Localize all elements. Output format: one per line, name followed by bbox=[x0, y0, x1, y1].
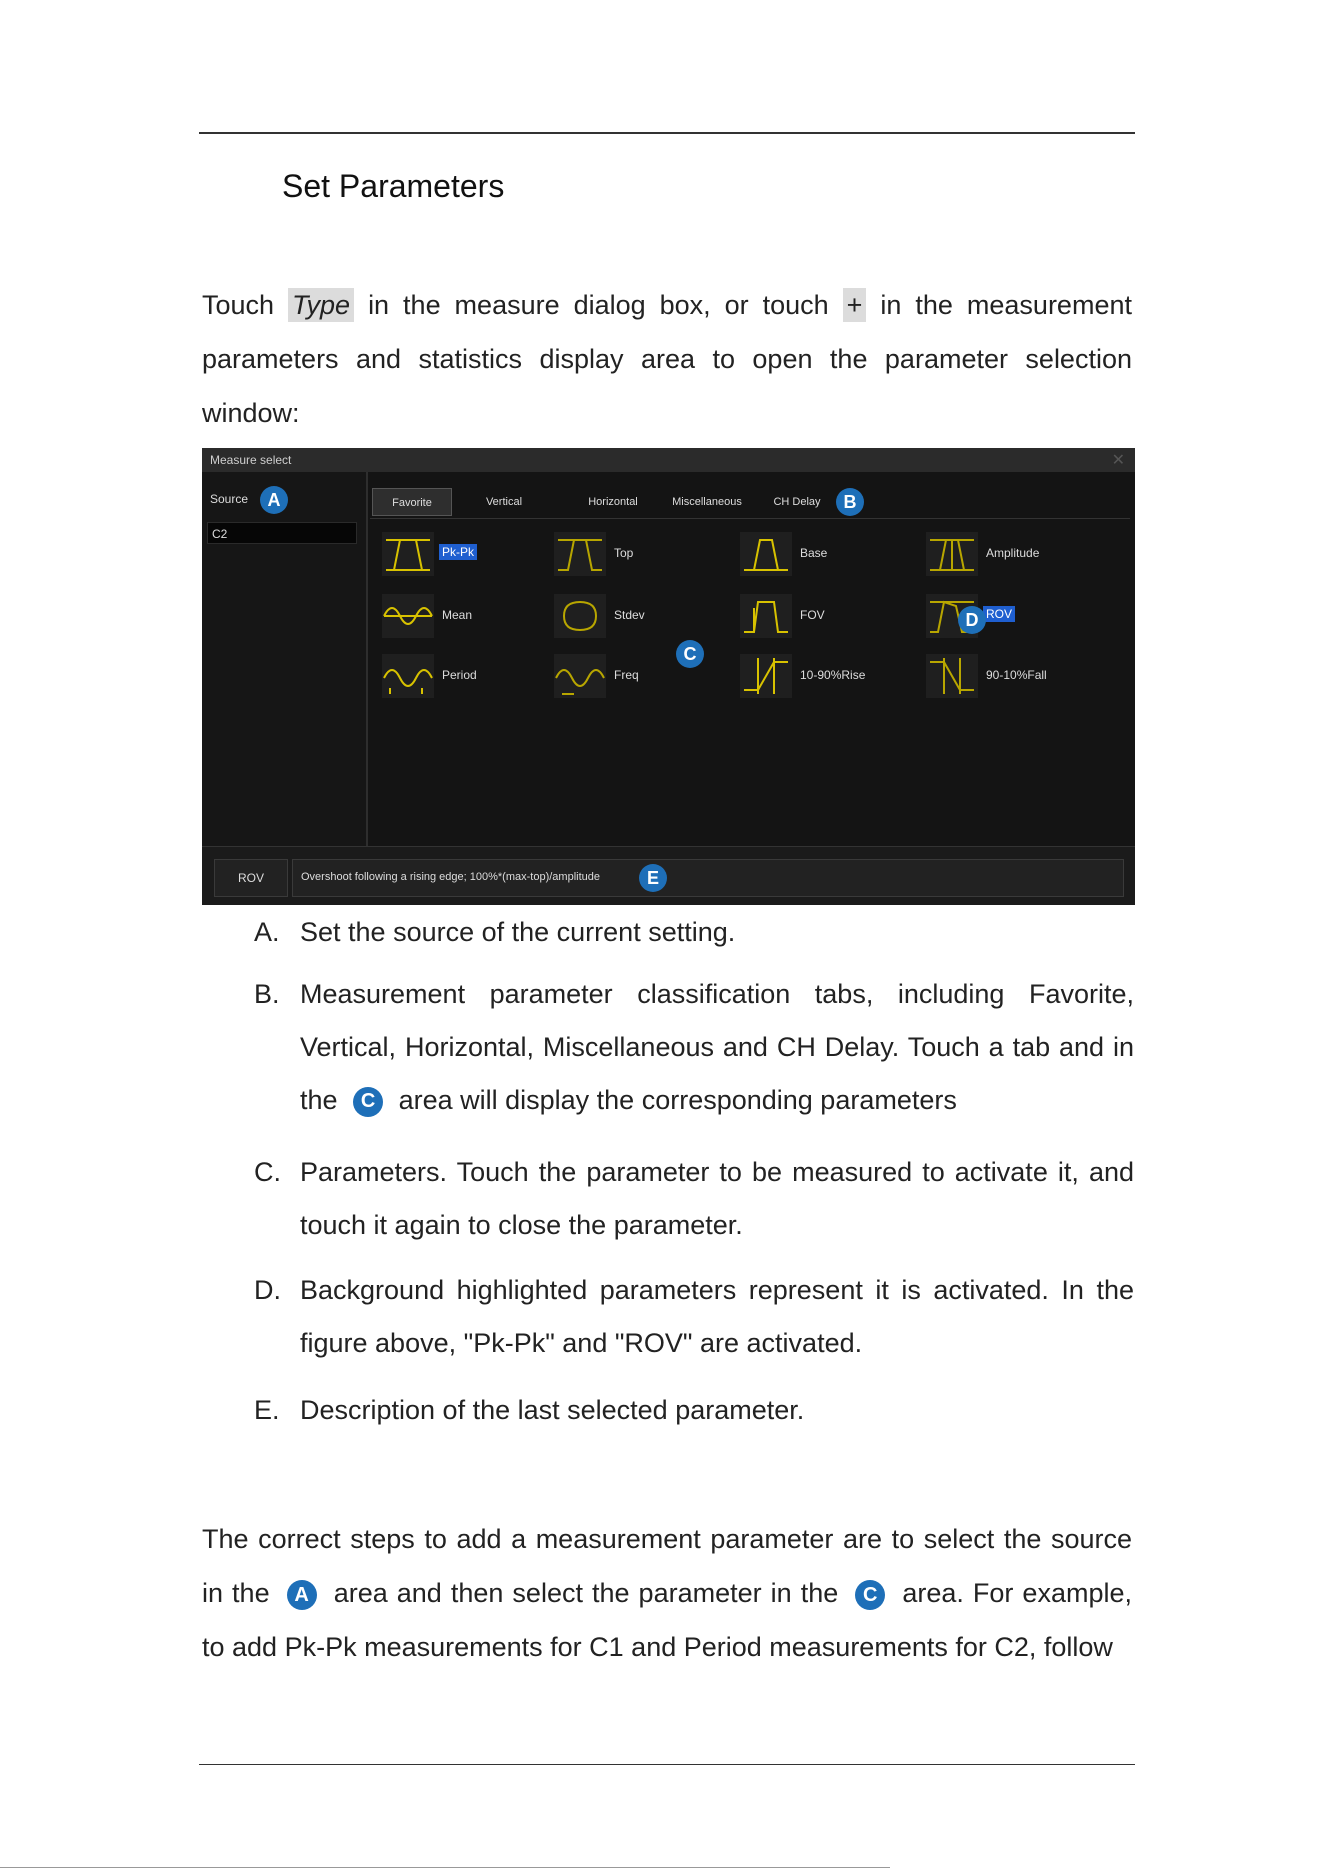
description-bar bbox=[202, 846, 1135, 905]
tab-divider bbox=[370, 518, 1130, 519]
list-text-before: Measurement parameter classification tabs, including Favorite, Vertical, Horizontal, Miscellaneous and CH Delay. Touch a tab and in the bbox=[300, 979, 1134, 1115]
tab-horizontal[interactable]: Horizontal bbox=[588, 496, 638, 508]
intro-paragraph bbox=[202, 278, 1132, 440]
list-letter: A. bbox=[254, 917, 280, 947]
badge-c: C bbox=[676, 640, 704, 668]
param-base[interactable] bbox=[740, 532, 910, 576]
list-text-after: area will display the corresponding parameters bbox=[398, 1085, 957, 1115]
stdev-waveform-icon bbox=[554, 594, 606, 638]
param-fov[interactable] bbox=[740, 594, 910, 638]
selected-param-name: ROV bbox=[214, 859, 288, 897]
param-label: Mean bbox=[442, 608, 473, 622]
param-90-10-fall[interactable] bbox=[926, 654, 1096, 698]
window-title: Measure select bbox=[210, 453, 292, 467]
param-top[interactable] bbox=[554, 532, 724, 576]
list-letter: E. bbox=[254, 1395, 280, 1425]
plus-keyword: + bbox=[843, 288, 867, 322]
param-label: 90-10%Fall bbox=[986, 668, 1047, 682]
param-description: Overshoot following a rising edge; 100%*(max-top)/amplitude bbox=[301, 871, 600, 883]
page-edge-rule bbox=[0, 1867, 890, 1868]
param-label: Period bbox=[442, 668, 477, 682]
badge-a: A bbox=[260, 486, 288, 514]
badge-d: D bbox=[958, 606, 986, 634]
close-icon[interactable]: ✕ bbox=[1111, 452, 1125, 469]
list-text: Description of the last selected parameter. bbox=[300, 1395, 805, 1425]
param-label: Stdev bbox=[614, 608, 645, 622]
param-stdev[interactable] bbox=[554, 594, 724, 638]
source-label: Source bbox=[210, 492, 249, 506]
list-letter: D. bbox=[254, 1275, 281, 1305]
intro-text-2: in the measure dialog box, or touch bbox=[368, 290, 829, 320]
intro-text-3: in the measurement parameters and statistics display area to open the parameter selection window: bbox=[202, 290, 1132, 428]
param-label: FOV bbox=[800, 608, 825, 622]
param-mean[interactable] bbox=[382, 594, 552, 638]
param-amplitude[interactable] bbox=[926, 532, 1096, 576]
list-text: Background highlighted parameters represent it is activated. In the figure above, "Pk-Pk" and "ROV" are activated. bbox=[300, 1275, 1134, 1358]
list-letter: B. bbox=[254, 979, 280, 1009]
source-value[interactable]: C2 bbox=[207, 522, 357, 544]
list-text: Set the source of the current setting. bbox=[300, 917, 736, 947]
param-label: Pk-Pk bbox=[439, 544, 477, 560]
badge-b: B bbox=[836, 488, 864, 516]
top-waveform-icon bbox=[554, 532, 606, 576]
rise-waveform-icon bbox=[740, 654, 792, 698]
param-rov[interactable] bbox=[926, 594, 1096, 638]
param-label: 10-90%Rise bbox=[800, 668, 866, 682]
section-heading: Set Parameters bbox=[282, 168, 505, 204]
badge-e: E bbox=[639, 864, 667, 892]
tab-vertical[interactable]: Vertical bbox=[485, 496, 523, 508]
param-10-90-rise[interactable] bbox=[740, 654, 910, 698]
param-label: Top bbox=[614, 546, 634, 560]
description-box bbox=[292, 859, 1124, 897]
list-text: Parameters. Touch the parameter to be measured to activate it, and touch it again to close the parameter. bbox=[300, 1157, 1134, 1240]
pk-pk-waveform-icon bbox=[382, 532, 434, 576]
badge-c-inline: C bbox=[353, 1087, 383, 1117]
type-keyword: Type bbox=[288, 288, 354, 322]
fall-waveform-icon bbox=[926, 654, 978, 698]
measure-select-screenshot bbox=[202, 448, 1135, 905]
freq-waveform-icon bbox=[554, 654, 606, 698]
param-pk-pk[interactable] bbox=[382, 532, 552, 576]
badge-c-inline: C bbox=[855, 1580, 885, 1610]
param-label: Freq bbox=[614, 668, 639, 682]
header-rule bbox=[199, 132, 1135, 134]
outro-text-3: area. For example, to add Pk-Pk measurements for C1 and Period measurements for C2, follow bbox=[202, 1578, 1132, 1662]
outro-text-1: The correct steps to add a measurement parameter are to select the source in the bbox=[202, 1524, 1132, 1608]
param-label: Base bbox=[800, 546, 828, 560]
list-letter: C. bbox=[254, 1157, 281, 1187]
tab-ch-delay[interactable]: CH Delay bbox=[773, 496, 821, 508]
param-period[interactable] bbox=[382, 654, 552, 698]
period-waveform-icon bbox=[382, 654, 434, 698]
badge-a-inline: A bbox=[287, 1580, 317, 1610]
tab-miscellaneous[interactable]: Miscellaneous bbox=[672, 496, 742, 508]
outro-paragraph bbox=[202, 1512, 1132, 1674]
outro-text-2: area and then select the parameter in the bbox=[333, 1578, 839, 1608]
param-label: ROV bbox=[983, 606, 1015, 622]
param-label: Amplitude bbox=[986, 546, 1040, 560]
fov-waveform-icon bbox=[740, 594, 792, 638]
window-titlebar bbox=[202, 448, 1135, 472]
mean-waveform-icon bbox=[382, 594, 434, 638]
tab-favorite[interactable]: Favorite bbox=[372, 488, 452, 516]
amplitude-waveform-icon bbox=[926, 532, 978, 576]
base-waveform-icon bbox=[740, 532, 792, 576]
intro-text-1: Touch bbox=[202, 290, 275, 320]
list-text bbox=[300, 968, 1134, 1127]
footer-rule bbox=[199, 1764, 1135, 1765]
